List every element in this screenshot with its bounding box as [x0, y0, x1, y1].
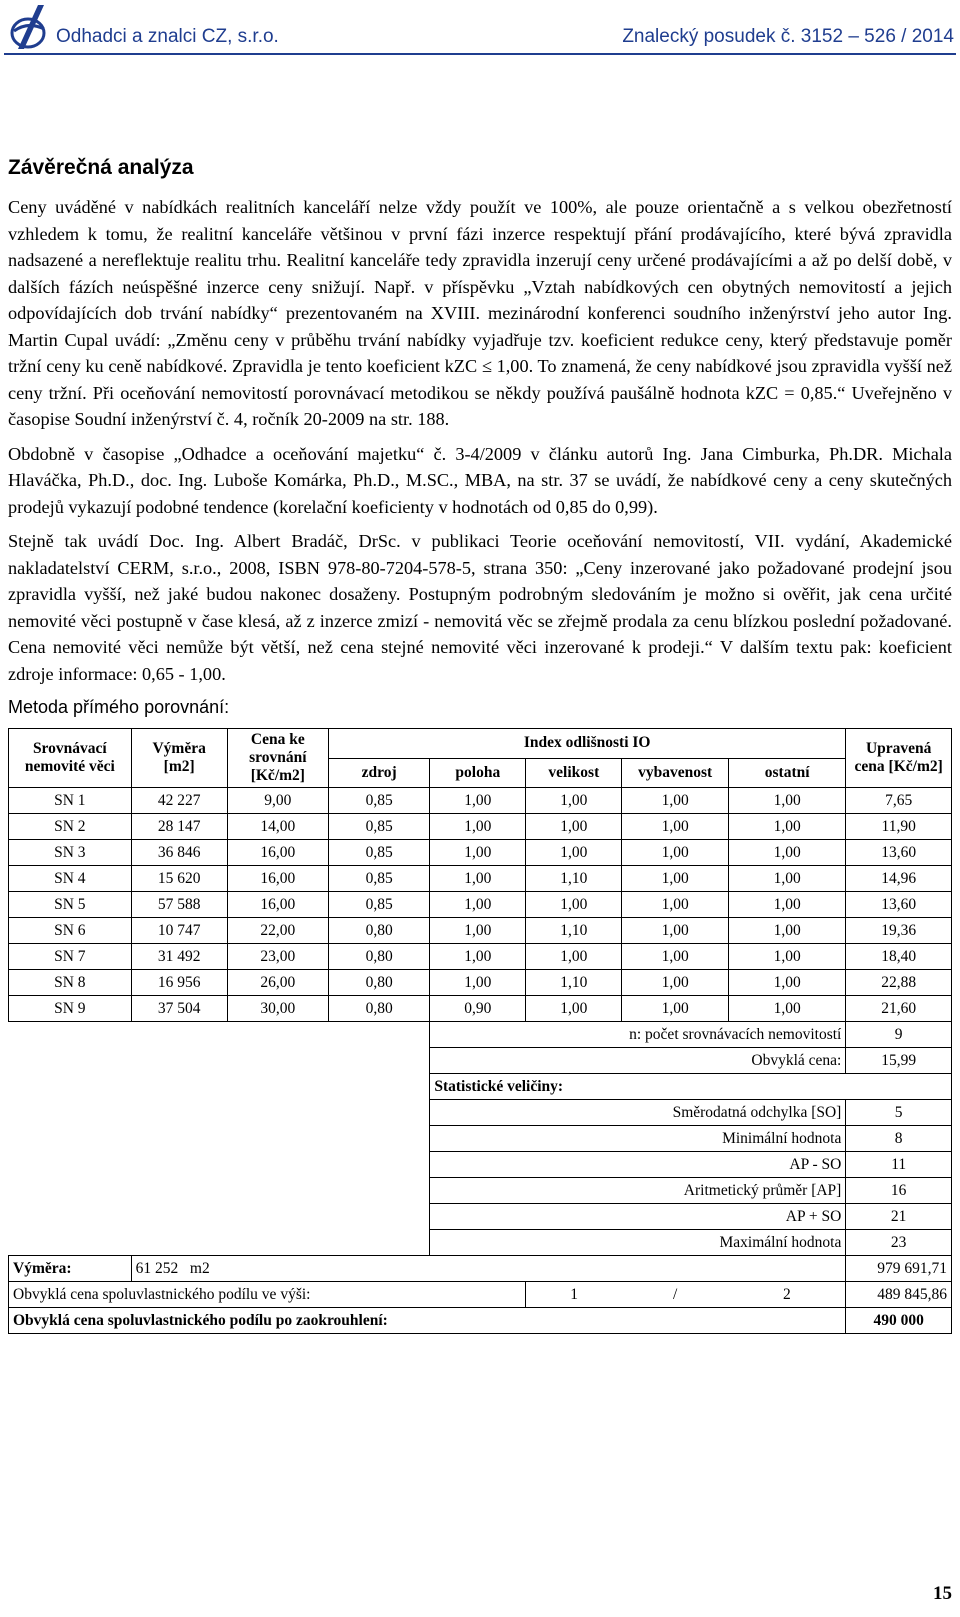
header-index: Index odlišnosti IO [329, 729, 846, 759]
table-cell: 16 [846, 1178, 952, 1204]
paragraph-1: Ceny uváděné v nabídkách realitních kanceláří nelze vždy použít ve 100%, ale pouze orientačně a s velkou obezřetností vzhledem k tomu, že realitní kanceláře většinou v první fázi inzerce respektují přání prodávajícího, které bývá zpravidla nadsazené a nereflektuje realitu trhu. Realitní kanceláře tedy zpravidla inzerují ceny určené prodávajícími a až po delší době, v dalších fázích neúspěšné inzerce ceny snižují. Např. v příspěvku „Vztah nabídkových cen obytných nemovitostí a jejich odpovídajících dob trvání nabídky“ prezentovaném na XVIII. mezinárodní konferenci soudního inženýrství jeho autor Ing. Martin Cupal uvádí: „Změnu ceny v průběhu trvání nabídky vyjadřuje tzv. koeficient redukce ceny, který představuje poměr tržní ceny ku ceně nabídkové. Zpravidla je tento koeficient kZC ≤ 1,00. To znamená, že ceny nabídkové jsou zpravidla vyšší než ceny tržní. Při oceňování nemovitostí porovnávací metodikou se někdy používá paušálně hodnota kZC = 0,85.“ Uveřejněno v časopise Soudní inženýrství č. 4, ročník 20-2009 na str. 188. [8, 197, 952, 429]
main-content [8, 156, 952, 1334]
table-cell: 1,00 [622, 944, 729, 970]
table-cell: 42 227 [131, 788, 227, 814]
table-cell: 1,10 [526, 970, 622, 996]
table-cell: 1,00 [622, 918, 729, 944]
report-number: Znalecký posudek č. 3152 – 526 / 2014 [622, 26, 954, 47]
table-cell: 16,00 [227, 866, 328, 892]
count-row [9, 1022, 952, 1048]
stat-row [9, 1204, 952, 1230]
count-value: 9 [846, 1022, 952, 1048]
table-cell: 0,85 [329, 840, 430, 866]
paragraph-2: Obdobně v časopise „Odhadce a oceňování majetku“ č. 3-4/2009 v článku autorů Ing. Jana Cimburka, Ph.DR. Michala Hlaváčka, Ph.D., doc. Ing. Luboše Komárka, Ph.D., M.SC., MBA, na str. 37 se uvádí, že nabídkové ceny a ceny skutečných prodejů vykazují podobné tendence (korelační koeficienty v hodnotách od 0,85 do 0,99). [8, 443, 952, 517]
table-cell: 1,00 [622, 996, 729, 1022]
table-cell: SN 5 [9, 892, 132, 918]
table-cell: 0,85 [329, 892, 430, 918]
table-cell: 21,60 [846, 996, 952, 1022]
table-cell: 0,80 [329, 944, 430, 970]
table-cell: AP + SO [430, 1204, 846, 1230]
stats-title: Statistické veličiny: [430, 1074, 952, 1100]
table-cell: 1,00 [526, 892, 622, 918]
share-row [9, 1282, 952, 1308]
table-cell: 1,00 [729, 892, 846, 918]
share-value: 489 845,86 [846, 1282, 952, 1308]
area-label: Výměra: [9, 1256, 132, 1282]
header-size: velikost [526, 758, 622, 788]
share-denominator: 2 [783, 1285, 791, 1303]
table-cell: SN 6 [9, 918, 132, 944]
usual-price-value: 15,99 [846, 1048, 952, 1074]
table-cell: Maximální hodnota [430, 1230, 846, 1256]
table-row [9, 944, 952, 970]
table-row [9, 840, 952, 866]
table-cell: 0,85 [329, 814, 430, 840]
share-label: Obvyklá cena spoluvlastnického podílu ve výši: [9, 1282, 526, 1308]
table-cell: SN 8 [9, 970, 132, 996]
table-cell: 1,00 [622, 892, 729, 918]
rounded-label: Obvyklá cena spoluvlastnického podílu po zaokrouhlení: [9, 1308, 846, 1334]
table-cell: 9,00 [227, 788, 328, 814]
table-cell: 1,10 [526, 866, 622, 892]
table-cell: 13,60 [846, 892, 952, 918]
table-cell: 18,40 [846, 944, 952, 970]
table-cell: 1,00 [430, 788, 526, 814]
area-row [9, 1256, 952, 1282]
table-cell: 15 620 [131, 866, 227, 892]
table-cell: 1,00 [430, 918, 526, 944]
paragraph-3: Stejně tak uvádí Doc. Ing. Albert Bradáč, DrSc. v publikaci Teorie oceňování nemovitostí, VII. vydání, Akademické nakladatelství CERM, s.r.o., 2008, ISBN 978-80-7204-578-5, strana 350: „Ceny inzerované jako požadované prodejní jsou zpravidla vyšší, než jaké budou nakonec dosaženy. Postupným podrobným sledováním je možno si ověřit, jak cena určité nemovité věci postupně v čase klesá, až z inzerce zmizí - nemovitá věc se zřejmě prodala za cenu blízkou poslední požadované. Cena nemovité věci nemůže být větší, než cena stejné nemovité věci inzerované k prodeji.“ V dalším textu pak: koeficient zdroje informace: 0,65 - 1,00. [8, 531, 952, 684]
table-cell: 1,00 [526, 944, 622, 970]
stat-row [9, 1100, 952, 1126]
table-cell: 36 846 [131, 840, 227, 866]
table-cell: 1,00 [430, 944, 526, 970]
table-cell: 1,00 [729, 866, 846, 892]
table-cell: 23,00 [227, 944, 328, 970]
table-cell: 14,96 [846, 866, 952, 892]
share-slash: / [673, 1285, 678, 1303]
table-cell: 14,00 [227, 814, 328, 840]
table-cell: 0,80 [329, 918, 430, 944]
table-cell: 1,00 [729, 840, 846, 866]
area-total: 979 691,71 [846, 1256, 952, 1282]
header-rule [4, 53, 956, 55]
stats-title-row [9, 1074, 952, 1100]
table-cell: 1,00 [729, 944, 846, 970]
table-cell: Minimální hodnota [430, 1126, 846, 1152]
table-row [9, 814, 952, 840]
table-cell: 0,85 [329, 788, 430, 814]
area-value: 61 252 [135, 1259, 179, 1277]
table-cell: 1,00 [622, 788, 729, 814]
table-cell: 1,00 [622, 866, 729, 892]
table-cell: 11 [846, 1152, 952, 1178]
usual-price-label: Obvyklá cena: [430, 1048, 846, 1074]
table-cell: 1,00 [430, 892, 526, 918]
header-source: zdroj [329, 758, 430, 788]
table-cell: 1,00 [430, 866, 526, 892]
table-cell: SN 2 [9, 814, 132, 840]
table-cell: SN 3 [9, 840, 132, 866]
table-cell: 0,90 [430, 996, 526, 1022]
table-row [9, 918, 952, 944]
table-cell: 22,00 [227, 918, 328, 944]
table-row [9, 970, 952, 996]
table-cell: 1,10 [526, 918, 622, 944]
table-cell: 8 [846, 1126, 952, 1152]
table-cell: 1,00 [430, 814, 526, 840]
table-cell: 22,88 [846, 970, 952, 996]
table-cell: 1,00 [729, 996, 846, 1022]
rounded-row [9, 1308, 952, 1334]
table-cell: 1,00 [526, 996, 622, 1022]
header-adjusted: Upravená cena [Kč/m2] [846, 729, 952, 788]
table-cell: 16,00 [227, 892, 328, 918]
table-cell: 1,00 [622, 970, 729, 996]
table-cell: 0,85 [329, 866, 430, 892]
table-cell: 1,00 [622, 814, 729, 840]
company-name: Odhadci a znalci CZ, s.r.o. [56, 26, 279, 47]
header-area: Výměra [m2] [131, 729, 227, 788]
section-title: Závěrečná analýza [8, 156, 194, 179]
table-cell: AP - SO [430, 1152, 846, 1178]
table-cell: 1,00 [729, 918, 846, 944]
table-cell: SN 7 [9, 944, 132, 970]
stat-row [9, 1230, 952, 1256]
table-cell: 1,00 [622, 840, 729, 866]
table-cell: 57 588 [131, 892, 227, 918]
table-cell: 0,80 [329, 996, 430, 1022]
header-other: ostatní [729, 758, 846, 788]
page-header [0, 0, 960, 56]
table-cell: 1,00 [729, 970, 846, 996]
usual-price-row [9, 1048, 952, 1074]
table-cell: 5 [846, 1100, 952, 1126]
table-cell: 16 956 [131, 970, 227, 996]
table-cell: 0,80 [329, 970, 430, 996]
area-unit: m2 [189, 1259, 210, 1277]
table-cell: SN 4 [9, 866, 132, 892]
table-cell: 19,36 [846, 918, 952, 944]
table-row [9, 866, 952, 892]
table-row [9, 892, 952, 918]
table-cell: 30,00 [227, 996, 328, 1022]
header-equipment: vybavenost [622, 758, 729, 788]
table-cell: 1,00 [526, 788, 622, 814]
count-label: n: počet srovnávacích nemovitostí [430, 1022, 846, 1048]
table-cell: 16,00 [227, 840, 328, 866]
table-cell: 1,00 [526, 840, 622, 866]
table-cell: 1,00 [430, 970, 526, 996]
header-price: Cena ke srovnání [Kč/m2] [227, 729, 328, 788]
table-cell: 1,00 [729, 814, 846, 840]
table-cell: Směrodatná odchylka [SO] [430, 1100, 846, 1126]
table-cell: 10 747 [131, 918, 227, 944]
table-cell: 23 [846, 1230, 952, 1256]
table-cell: SN 1 [9, 788, 132, 814]
table-cell: 1,00 [729, 788, 846, 814]
method-title: Metoda přímého porovnání: [8, 697, 230, 717]
table-cell: 11,90 [846, 814, 952, 840]
rounded-value: 490 000 [846, 1308, 952, 1334]
stat-row [9, 1178, 952, 1204]
share-numerator: 1 [570, 1285, 578, 1303]
table-cell: SN 9 [9, 996, 132, 1022]
company-logo-icon [8, 3, 52, 51]
table-cell: 31 492 [131, 944, 227, 970]
table-row [9, 996, 952, 1022]
table-row [9, 788, 952, 814]
table-cell: 1,00 [430, 840, 526, 866]
table-cell: 37 504 [131, 996, 227, 1022]
stat-row [9, 1126, 952, 1152]
stat-row [9, 1152, 952, 1178]
header-property: Srovnávací nemovité věci [9, 729, 132, 788]
header-location: poloha [430, 758, 526, 788]
page-number: 15 [933, 1583, 952, 1604]
table-cell: 7,65 [846, 788, 952, 814]
comparison-table [8, 728, 952, 1334]
table-cell: 21 [846, 1204, 952, 1230]
table-cell: Aritmetický průměr [AP] [430, 1178, 846, 1204]
table-cell: 28 147 [131, 814, 227, 840]
table-cell: 26,00 [227, 970, 328, 996]
table-cell: 13,60 [846, 840, 952, 866]
table-cell: 1,00 [526, 814, 622, 840]
